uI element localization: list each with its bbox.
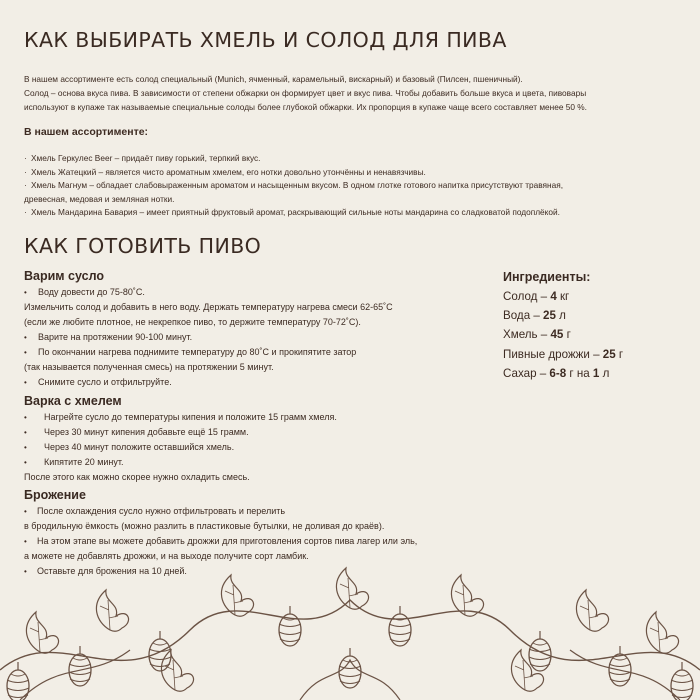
hop-leaf-icon — [96, 590, 128, 631]
step-line: • На этом этапе вы можете добавить дрожжи для приготовления сортов пива лагер или эль, — [24, 534, 494, 549]
assortment-heading: В нашем ассортименте: — [24, 126, 149, 138]
step-line: • Через 40 минут положите оставшийся хмель. — [24, 440, 494, 455]
hop-leaf-icon — [161, 650, 193, 691]
page-title: КАК ВЫБИРАТЬ ХМЕЛЬ И СОЛОД ДЛЯ ПИВА — [24, 28, 507, 52]
hop-cone-icon — [149, 631, 171, 671]
boil-heading: Варка с хмелем — [24, 394, 122, 408]
hop-ornament-border — [0, 560, 700, 700]
step-line: • Варите на протяжении 90-100 минут. — [24, 330, 494, 345]
list-item: · Хмель Мандарина Бавария – имеет приятный фруктовый аромат, раскрывающий сильные ноты мандарина со сладковатой подоплёкой. — [24, 206, 688, 220]
step-line: • Нагрейте сусло до температуры кипения и положите 15 грамм хмеля. — [24, 410, 494, 425]
ingredient-row: Вода – 25 л — [503, 309, 566, 323]
hop-leaf-icon — [451, 575, 483, 616]
list-item-continuation: · древесная, медовая и земляная нотки. — [24, 193, 688, 207]
section-title: КАК ГОТОВИТЬ ПИВО — [24, 234, 262, 258]
step-line: • Через 30 минут кипения добавьте ещё 15 грамм. — [24, 425, 494, 440]
intro-line: используют в купаже так называемые специальные солоды более глубокой обжарки. Их пропорция в купаже чаще всего составляет менее 50 %. — [24, 102, 587, 112]
step-line: Измельчить солод и добавить в него воду. Держать температуру нагрева смеси 62-65˚С — [24, 302, 393, 312]
wort-heading: Варим сусло — [24, 269, 104, 283]
hop-leaf-icon — [576, 590, 608, 631]
list-item: · Хмель Магнум – обладает слабовыраженным ароматом и насыщенным вкусом. В одном глотке готового напитка присутствуют травяная, — [24, 179, 688, 193]
step-line: в бродильную ёмкость (можно разлить в пластиковые бутылки, не доливая до краёв). — [24, 521, 385, 531]
hop-cone-icon — [529, 631, 551, 671]
intro-line: В нашем ассортименте есть солод специальный (Munich, ячменный, карамельный, вискарный) и базовый (Пилсен, пшеничный). — [24, 74, 523, 84]
ingredient-row: Пивные дрожжи – 25 г — [503, 347, 624, 361]
ferment-heading: Брожение — [24, 488, 86, 502]
ingredients-panel — [503, 270, 693, 383]
step-line: • Оставьте для брожения на 10 дней. — [24, 564, 494, 579]
list-item: · Хмель Жатецкий – является чисто ароматным хмелем, его нотки довольно утончённы и ненавязчивы. — [24, 166, 688, 180]
hop-cone-icon — [339, 648, 361, 688]
intro-paragraph — [24, 72, 684, 114]
hop-cone-icon — [389, 606, 411, 646]
hop-cone-icon — [609, 646, 631, 686]
hop-leaf-icon — [26, 612, 58, 653]
step-line: • После охлаждения сусло нужно отфильтровать и перелить — [24, 504, 494, 519]
step-line: • По окончании нагрева поднимите температуру до 80˚С и прокипятите затор — [24, 345, 494, 360]
ingredient-row: Сахар – 6-8 г на 1 л — [503, 366, 610, 380]
ingredients-heading: Ингредиенты: — [503, 270, 591, 284]
hop-cone-icon — [69, 646, 91, 686]
hop-cone-icon — [279, 606, 301, 646]
step-line: • Воду довести до 75-80˚С. — [24, 285, 494, 300]
list-item: · Хмель Геркулес Beer – придаёт пиву горький, терпкий вкус. — [24, 152, 688, 166]
ingredient-row: Солод – 4 кг — [503, 290, 570, 303]
step-line: (так называется полученная смесь) на протяжении 5 минут. — [24, 362, 274, 372]
recipe-steps — [24, 268, 494, 579]
ingredient-row: Хмель – 45 г — [503, 328, 571, 342]
hop-leaf-icon — [646, 612, 678, 653]
intro-line: Солод – основа вкуса пива. В зависимости от степени обжарки он формирует цвет и вкус пива. Чтобы добавить больше вкуса и цвета, пивовары — [24, 88, 587, 98]
hop-leaf-icon — [221, 575, 253, 616]
step-line: • Кипятите 20 минут. — [24, 455, 494, 470]
hops-list — [24, 152, 688, 220]
step-line: (если же любите плотное, не некрепкое пиво, то держите температуру 70-72˚С). — [24, 317, 361, 327]
step-line: После этого как можно скорее нужно охладить смесь. — [24, 472, 250, 482]
step-line: • Снимите сусло и отфильтруйте. — [24, 375, 494, 390]
step-line: а можете не добавлять дрожжи, и на выходе получите сорт ламбик. — [24, 551, 309, 561]
